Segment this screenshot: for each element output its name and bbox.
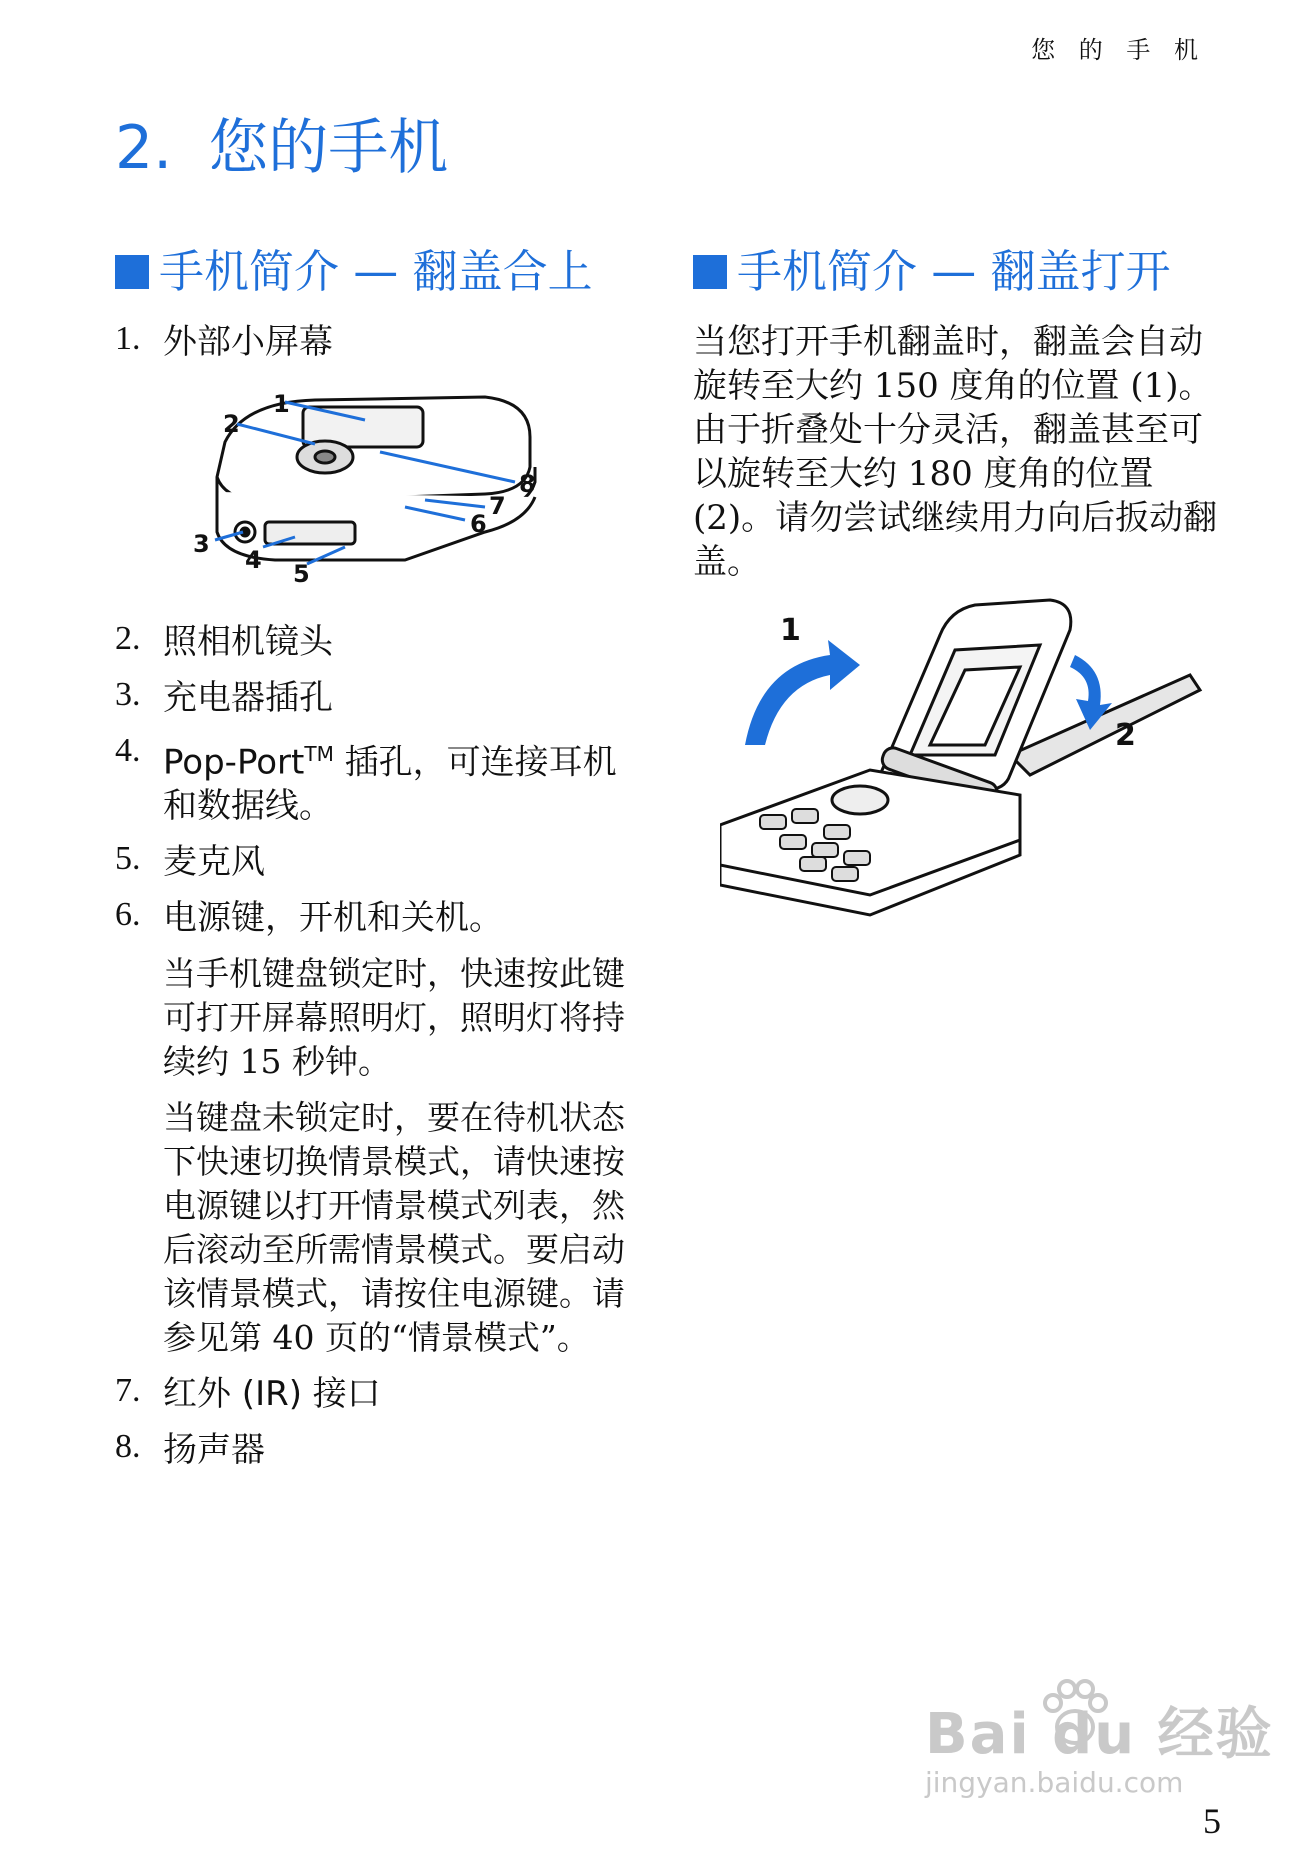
callout-label: 6 <box>470 510 487 538</box>
item-number: 3. <box>115 676 141 713</box>
item-text-part: Pop-Port <box>163 742 305 783</box>
list-item <box>115 676 650 720</box>
item-number: 4. <box>115 732 141 769</box>
section-heading-open-text: 手机简介 — 翻盖打开 <box>737 245 1171 298</box>
item-number: 7. <box>115 1372 141 1410</box>
feature-list-continued <box>115 620 650 940</box>
list-item <box>115 620 650 664</box>
item-text: 麦克风 <box>163 842 265 883</box>
item-text-part: 插孔， <box>333 742 447 783</box>
left-column <box>115 235 650 1472</box>
open-phone-illustration <box>720 595 1220 925</box>
item-text: 照相机镜头 <box>163 622 333 662</box>
square-bullet-icon <box>693 255 727 289</box>
section-heading-closed-text: 手机简介 — 翻盖合上 <box>159 245 593 298</box>
item-text-part: 电源键， <box>163 898 299 939</box>
rotation-arrow-1 <box>745 640 860 745</box>
callout-label: 5 <box>293 560 310 588</box>
callout-label: 1 <box>780 613 801 648</box>
open-flip-paragraph: 当您打开手机翻盖时，翻盖会自动旋转至大约 150 度角的位置 (1)。由于折叠处十分灵活，翻盖甚至可以旋转至大约 180 度角的位置 (2)。请勿尝试继续用力向后扳动翻盖。 <box>693 322 1218 582</box>
chapter-title <box>115 100 448 186</box>
list-item <box>115 1372 650 1416</box>
running-head: 您 的 手 机 <box>1031 36 1206 64</box>
trademark-sup: TM <box>304 742 334 766</box>
list-item <box>115 320 650 364</box>
item-number: 5. <box>115 840 141 878</box>
callout-label: 2 <box>223 410 240 438</box>
chapter-number: 2. <box>115 113 173 183</box>
list-item <box>115 896 650 940</box>
item-text <box>163 896 650 940</box>
watermark-logo: Bai du 经验 <box>925 1702 1274 1767</box>
watermark <box>925 1690 1274 1799</box>
square-bullet-icon <box>115 255 149 289</box>
list-item <box>115 732 650 828</box>
item-number: 1. <box>115 320 141 357</box>
chapter-title-text: 您的手机 <box>208 113 449 183</box>
item-text-part: 可连接耳机和数据线。 <box>163 742 617 827</box>
power-paragraph-2: 当键盘未锁定时，要在待机状态下快速切换情景模式，请快速按电源键以打开情景模式列表，然后滚动至所需情景模式。要启动该情景模式，请按住电源键。请参见第 40 页的“情景模式”。 <box>163 1098 625 1358</box>
item-text: 红外 (IR) 接口 <box>163 1374 381 1415</box>
feature-list <box>115 320 650 364</box>
callout-label: 1 <box>273 390 290 418</box>
feature-list-end <box>115 1372 650 1472</box>
list-item <box>115 1428 650 1472</box>
page-number: 5 <box>1203 1801 1221 1841</box>
callout-label: 3 <box>193 530 210 558</box>
callout-label: 2 <box>1115 718 1136 753</box>
item-number: 6. <box>115 896 141 934</box>
watermark-url: jingyan.baidu.com <box>925 1766 1184 1799</box>
item-text <box>163 732 650 828</box>
callout-label: 4 <box>245 546 262 574</box>
right-column <box>693 235 1223 584</box>
item-text-part: 开机和关机。 <box>299 898 503 939</box>
list-item <box>115 840 650 884</box>
item-text: 充电器插孔 <box>163 678 333 718</box>
item-number: 8. <box>115 1428 141 1466</box>
item-number: 2. <box>115 620 141 657</box>
callout-label: 8 <box>519 470 536 498</box>
power-paragraph-1: 当手机键盘锁定时，快速按此键可打开屏幕照明灯，照明灯将持续约 15 秒钟。 <box>163 954 625 1082</box>
item-text: 扬声器 <box>163 1430 265 1471</box>
section-heading-open <box>693 235 1223 300</box>
section-heading-closed <box>115 235 650 300</box>
callout-label: 7 <box>489 492 506 520</box>
item-text: 外部小屏幕 <box>163 322 333 362</box>
closed-phone-illustration <box>155 382 575 602</box>
